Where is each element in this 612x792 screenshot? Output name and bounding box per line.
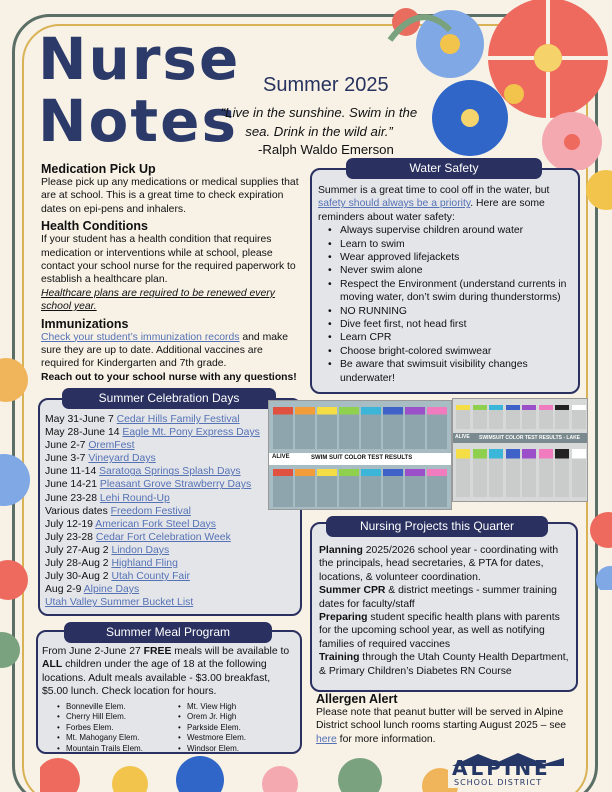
health-note: Healthcare plans are required to be renewed every school year.	[41, 287, 275, 313]
water-safety-item: • Choose bright-colored swimwear	[324, 345, 573, 358]
immunizations-heading: Immunizations	[41, 316, 129, 331]
project-item	[319, 584, 571, 611]
celebration-row	[45, 452, 296, 465]
meals-text-1: From June 2-June 27	[42, 646, 144, 657]
nursing-projects-header: Nursing Projects this Quarter	[326, 516, 548, 537]
water-safety-item: • Learn to swim	[324, 238, 573, 251]
medication-body: Please pick up any medications or medical supplies that are at school. This is a great time to check expiration dates on epi-pens and inhalers.	[41, 177, 299, 215]
meal-locations	[42, 702, 296, 755]
celebration-date: May 28-June 14	[45, 427, 123, 439]
celebration-date: May 31-June 7	[45, 414, 117, 425]
celebration-date: June 11-14	[45, 466, 100, 478]
swatch-tile	[383, 407, 403, 449]
celebration-event-link[interactable]: Pleasant Grove Strawberry Days	[99, 479, 252, 491]
flower-decoration-right	[580, 150, 612, 590]
meals-body	[42, 645, 296, 699]
water-safety-list	[324, 224, 573, 385]
meal-location: • Cherry Hill Elem.	[54, 712, 175, 723]
swatch-tile	[506, 449, 520, 497]
swatch-tile	[427, 469, 447, 507]
allergen-section	[316, 692, 582, 746]
allergen-body	[316, 706, 582, 746]
water-safety-header: Water Safety	[346, 158, 542, 179]
celebration-event-link[interactable]: Lehi Round-Up	[99, 492, 170, 504]
title-nurse: Nurse	[38, 25, 241, 93]
celebration-date: July 27-Aug 2	[45, 544, 112, 556]
swatch-tile	[273, 407, 293, 449]
celebration-row	[45, 505, 296, 518]
meal-location: • Bonneville Elem.	[54, 702, 175, 713]
celebration-event-link[interactable]: Cedar Fort Celebration Week	[95, 531, 231, 543]
celebration-date: July 23-28	[45, 531, 96, 543]
celebration-event-link[interactable]: Freedom Festival	[110, 505, 191, 517]
celebration-date: July 12-19	[45, 518, 96, 530]
meals-all: ALL	[42, 659, 63, 671]
celebration-row	[45, 465, 296, 478]
project-text: student specific health plans with parents for the upcoming school year, as well as notifying families of required vaccines	[319, 612, 560, 650]
celebration-event-link[interactable]: Utah Valley Summer Bucket List	[45, 597, 194, 609]
immunization-records-link[interactable]: Check your student’s immunization records	[41, 331, 240, 343]
celebration-row	[45, 478, 296, 491]
celebration-row	[45, 439, 296, 452]
celebration-event-link[interactable]: Cedar Hills Family Festival	[116, 414, 240, 425]
celebration-event-link[interactable]: Vineyard Days	[88, 453, 156, 465]
celebration-days-box	[38, 398, 302, 616]
meal-location: • Mt. Mahogany Elem.	[54, 733, 175, 744]
meals-free: FREE	[143, 646, 172, 657]
swatch-tile	[489, 405, 503, 429]
left-info-column	[41, 162, 303, 384]
swatch-tile	[295, 469, 315, 507]
alpine-logo	[448, 752, 568, 788]
meals-text-3: children under the age of 18 at the following locations. Adult meals available - $3.00 breakfast, $5.00 lunch. Check location for hours.	[42, 659, 271, 698]
swatch-tile	[473, 405, 487, 429]
celebration-date: July 28-Aug 2	[45, 558, 112, 570]
celebration-date: June 3-7	[45, 453, 89, 465]
swatch-tile	[317, 469, 337, 507]
health-heading: Health Conditions	[41, 219, 148, 234]
celebration-event-link[interactable]: Eagle Mt. Pony Express Days	[122, 427, 260, 439]
swatch-tile	[295, 407, 315, 449]
celebration-event-link[interactable]: American Fork Steel Days	[95, 518, 216, 530]
celebration-row	[45, 596, 296, 609]
swatch-tile	[539, 405, 553, 429]
swimsuit-test-photo-pool	[268, 400, 452, 510]
allergen-heading: Allergen Alert	[316, 692, 398, 706]
water-safety-intro	[318, 184, 573, 224]
pool-photo-caption-bar	[269, 453, 452, 465]
swatch-tile	[572, 449, 586, 497]
logo-sub: SCHOOL DISTRICT	[454, 778, 543, 787]
meal-location: • Westmore Elem.	[175, 733, 296, 744]
swatch-tile	[361, 469, 381, 507]
logo-name: ALPINE	[452, 756, 551, 780]
project-item	[319, 544, 571, 584]
immunizations-callout: Reach out to your school nurse with any questions!	[41, 371, 297, 383]
project-lead: Planning	[319, 545, 363, 556]
flower-decoration-bottom	[40, 750, 480, 792]
celebration-list	[40, 400, 300, 609]
health-body: If your student has a health condition that requires medication or interventions while at school, please contact your school nurse for the required paperwork to establish a healthcare plan.	[41, 234, 296, 286]
project-text: 2025/2026 school year - coordinating with the principals, head secretaries, & PTA for dates, locations, & volunteer coordination.	[319, 545, 559, 583]
celebration-row	[45, 583, 296, 596]
meal-location: • Orem Jr. High	[175, 712, 296, 723]
meal-location: • Windsor Elem.	[175, 744, 296, 755]
celebration-event-link[interactable]: Saratoga Springs Splash Days	[99, 466, 241, 478]
meal-locations-col1	[54, 702, 175, 755]
quote-text: “Live in the sunshine. Swim in the sea. Drink in the wild air.”	[220, 105, 418, 139]
celebration-date: Various dates	[45, 505, 111, 517]
pool-photo-caption: SWIM SUIT COLOR TEST RESULTS	[311, 455, 413, 461]
water-safety-intro-text-2: . Here are some reminders about water safety:	[318, 198, 545, 223]
swatch-tile	[473, 449, 487, 497]
swatch-tile	[405, 469, 425, 507]
pool-photo-brand: ALIVE	[272, 454, 290, 460]
swatch-tile	[339, 407, 359, 449]
water-safety-item: • Never swim alone	[324, 264, 573, 277]
flower-decoration-left	[0, 340, 40, 680]
swatch-tile	[456, 405, 470, 429]
water-safety-box	[310, 168, 580, 394]
celebration-row	[45, 492, 296, 505]
celebration-row	[45, 544, 296, 557]
water-safety-item: • Always supervise children around water	[324, 224, 573, 237]
water-safety-link[interactable]: safety should always be a priority	[318, 198, 471, 210]
lake-photo-caption: SWIMSUIT COLOR TEST RESULTS - LAKE	[479, 435, 581, 441]
swatch-tile	[273, 469, 293, 507]
projects-list	[312, 524, 576, 678]
celebration-event-link[interactable]: Utah County Fair	[111, 571, 190, 583]
swatch-tile	[506, 405, 520, 429]
celebration-event-link[interactable]: Highland Fling	[111, 558, 178, 570]
swatch-tile	[427, 407, 447, 449]
medication-heading: Medication Pick Up	[41, 162, 156, 176]
title-notes: Notes	[38, 87, 238, 155]
allergen-text-1: Please note that peanut butter will be served in Alpine District school lunch rooms starting August 2025 – see	[316, 707, 567, 732]
celebration-event-link[interactable]: Lindon Days	[111, 544, 170, 556]
water-safety-item: • Wear approved lifejackets	[324, 251, 573, 264]
water-safety-item: • Learn CPR	[324, 331, 573, 344]
project-item	[319, 651, 571, 678]
immunizations-body	[41, 331, 303, 371]
allergen-link[interactable]: here	[316, 733, 337, 745]
project-item	[319, 611, 571, 651]
celebration-row	[45, 570, 296, 583]
water-safety-item: • Dive feet first, not head first	[324, 318, 573, 331]
project-text: through the Utah County Health Department, & Primary Children’s Diabetes RN Course	[319, 652, 569, 677]
celebration-date: Aug 2-9	[45, 584, 84, 596]
swatch-tile	[522, 449, 536, 497]
swatch-tile	[522, 405, 536, 429]
swatch-tile	[489, 449, 503, 497]
swatch-tile	[339, 469, 359, 507]
meal-locations-col2	[175, 702, 296, 755]
season-label: Summer 2025	[263, 74, 389, 96]
swatch-tile	[361, 407, 381, 449]
celebration-date: July 30-Aug 2	[45, 571, 112, 583]
meal-location: • Parkside Elem.	[175, 723, 296, 734]
lake-photo-caption-bar	[453, 433, 588, 443]
swatch-tile	[405, 407, 425, 449]
allergen-text-2: for more information.	[336, 733, 436, 745]
summer-meals-box	[36, 630, 302, 754]
project-lead: Preparing	[319, 612, 368, 624]
celebration-row	[45, 557, 296, 570]
swimsuit-test-photo-lake	[452, 398, 588, 502]
celebration-row	[45, 426, 296, 439]
water-safety-item: • Respect the Environment (understand currents in moving water, don’t swim during thunderstorms)	[324, 278, 573, 305]
quote-author: -Ralph Waldo Emerson	[258, 142, 394, 157]
meals-text-2: meals will be available to	[171, 646, 290, 657]
project-lead: Training	[319, 652, 360, 664]
meal-location: • Mt. View High	[175, 702, 296, 713]
summer-meals-header: Summer Meal Program	[64, 622, 272, 643]
celebration-row	[45, 413, 296, 426]
celebration-event-link[interactable]: OremFest	[88, 440, 135, 452]
project-lead: Summer CPR	[319, 585, 386, 597]
nursing-projects-box	[310, 522, 578, 692]
swatch-tile	[383, 469, 403, 507]
project-text: & district meetings - summer training dates for faculty/staff	[319, 585, 557, 610]
swatch-tile	[539, 449, 553, 497]
celebration-date: June 14-21	[45, 479, 100, 491]
swatch-tile	[456, 449, 470, 497]
immunizations-text: and make sure they are up to date. Additional vaccines are required for Kindergarten and 7th grade.	[41, 331, 289, 370]
swatch-tile	[555, 449, 569, 497]
water-safety-intro-text: Summer is a great time to cool off in the water, but	[318, 185, 550, 196]
celebration-row	[45, 518, 296, 531]
celebration-date: June 23-28	[45, 492, 100, 504]
meal-location: • Mountain Trails Elem.	[54, 744, 175, 755]
water-safety-item: • NO RUNNING	[324, 305, 573, 318]
swatch-tile	[317, 407, 337, 449]
swatch-tile	[572, 405, 586, 429]
celebration-event-link[interactable]: Alpine Days	[83, 584, 140, 596]
celebration-days-header: Summer Celebration Days	[62, 388, 276, 409]
meal-location: • Forbes Elem.	[54, 723, 175, 734]
celebration-date: June 2-7	[45, 440, 89, 452]
water-safety-item: • Be aware that swimsuit visibility changes underwater!	[324, 358, 573, 385]
swatch-tile	[555, 405, 569, 429]
lake-photo-brand: ALIVE	[455, 434, 470, 440]
celebration-row	[45, 531, 296, 544]
